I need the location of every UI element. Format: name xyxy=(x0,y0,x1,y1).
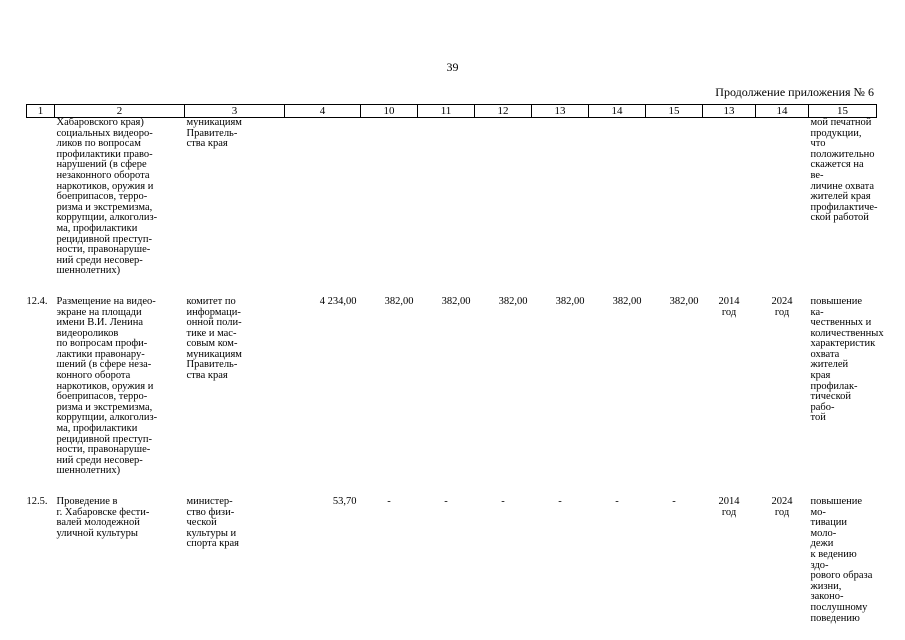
table-header-row xyxy=(27,105,877,118)
year-cell xyxy=(418,118,475,297)
year-cell: 382,00 xyxy=(669,295,699,307)
year-cell: 382,00 xyxy=(384,295,414,307)
total-cell: 53,70 xyxy=(332,496,357,507)
result-cell: мой печатной продукции, что положительно скажется на ве- личине охвата жителей края профилактиче- ской работой xyxy=(810,117,878,224)
table-row xyxy=(27,297,877,497)
header-cell: 11 xyxy=(418,105,475,118)
header-cell: 13 xyxy=(532,105,589,118)
header-cell: 4 xyxy=(285,105,361,118)
year-cell xyxy=(532,118,589,297)
executor-cell: министер- ство физи- ческой культуры и спорта края xyxy=(186,496,239,550)
executor-cell: муникациям Правитель- ства края xyxy=(186,117,242,150)
start-cell: 2014 год xyxy=(718,496,740,518)
end-cell xyxy=(756,118,809,297)
row-index xyxy=(27,118,55,297)
program-table xyxy=(26,104,884,624)
year-cell: - xyxy=(387,496,391,507)
header-cell: 2 xyxy=(55,105,185,118)
header-cell: 14 xyxy=(756,105,809,118)
result-cell: повышение мо- тивации моло- дежи к ведению здо- рового образа жизни, законо- послушному поведению xyxy=(810,496,873,624)
year-cell: - xyxy=(444,496,448,507)
year-cell: 382,00 xyxy=(612,295,642,307)
header-cell: 15 xyxy=(646,105,703,118)
page-number: 39 xyxy=(446,60,459,74)
total-cell: 4 234,00 xyxy=(319,295,357,307)
header-cell: 15 xyxy=(809,105,877,118)
start-cell xyxy=(703,118,756,297)
row-index: 12.4. xyxy=(26,295,48,307)
event-cell: Проведение в г. Хабаровске фести- валей молодежной уличной культуры xyxy=(56,496,150,539)
year-cell xyxy=(475,118,532,297)
continuation-label: Продолжение приложения № 6 xyxy=(715,85,874,99)
year-cell: - xyxy=(615,496,619,507)
year-cell: - xyxy=(558,496,562,507)
year-cell xyxy=(589,118,646,297)
year-cell: - xyxy=(501,496,505,507)
header-cell: 3 xyxy=(185,105,285,118)
executor-cell: комитет по информаци- онной поли- тике и мас- совым ком- муникациям Правитель- ства края xyxy=(186,295,242,382)
end-cell: 2024 год xyxy=(771,496,793,518)
year-cell xyxy=(646,118,703,297)
header-cell: 1 xyxy=(27,105,55,118)
year-cell: 382,00 xyxy=(441,295,471,307)
table-row xyxy=(27,118,877,297)
year-cell: 382,00 xyxy=(555,295,585,307)
header-cell: 10 xyxy=(361,105,418,118)
table-row xyxy=(27,497,877,624)
header-cell: 12 xyxy=(475,105,532,118)
header-cell: 13 xyxy=(703,105,756,118)
year-cell: 382,00 xyxy=(498,295,528,307)
year-cell xyxy=(361,118,418,297)
event-cell: Хабаровского края) социальных видеоро- ликов по вопросам профилактики право- нарушений (в сфере незаконного оборота наркотиков, оружия и боеприпасов, терро- ризма и экстремизма, коррупции, алкоголиз- ма, профилактики рецидивной преступ- ности, правонаруше- ний среди несовер- шеннолетних) xyxy=(56,117,158,277)
header-cell: 14 xyxy=(589,105,646,118)
start-cell: 2014 год xyxy=(718,295,740,318)
row-index: 12.5. xyxy=(26,496,48,507)
end-cell: 2024 год xyxy=(771,295,793,318)
result-cell: повышение ка- чественных и количественных характеристик охвата жителей края профилак- тической рабо- той xyxy=(810,295,884,424)
year-cell: - xyxy=(672,496,676,507)
event-cell: Размещение на видео- экране на площади имени В.И. Ленина видеороликов по вопросам профи- лактики правонару- шений (в сфере неза- конного оборота наркотиков, оружия и боеприпасов, терро- ризма и экстремизма, коррупции, алкоголиз- ма, профилактики рецидивной преступ- ности, правонаруше- ний среди несовер- шеннолетних) xyxy=(56,295,158,477)
total-cell xyxy=(285,118,361,297)
